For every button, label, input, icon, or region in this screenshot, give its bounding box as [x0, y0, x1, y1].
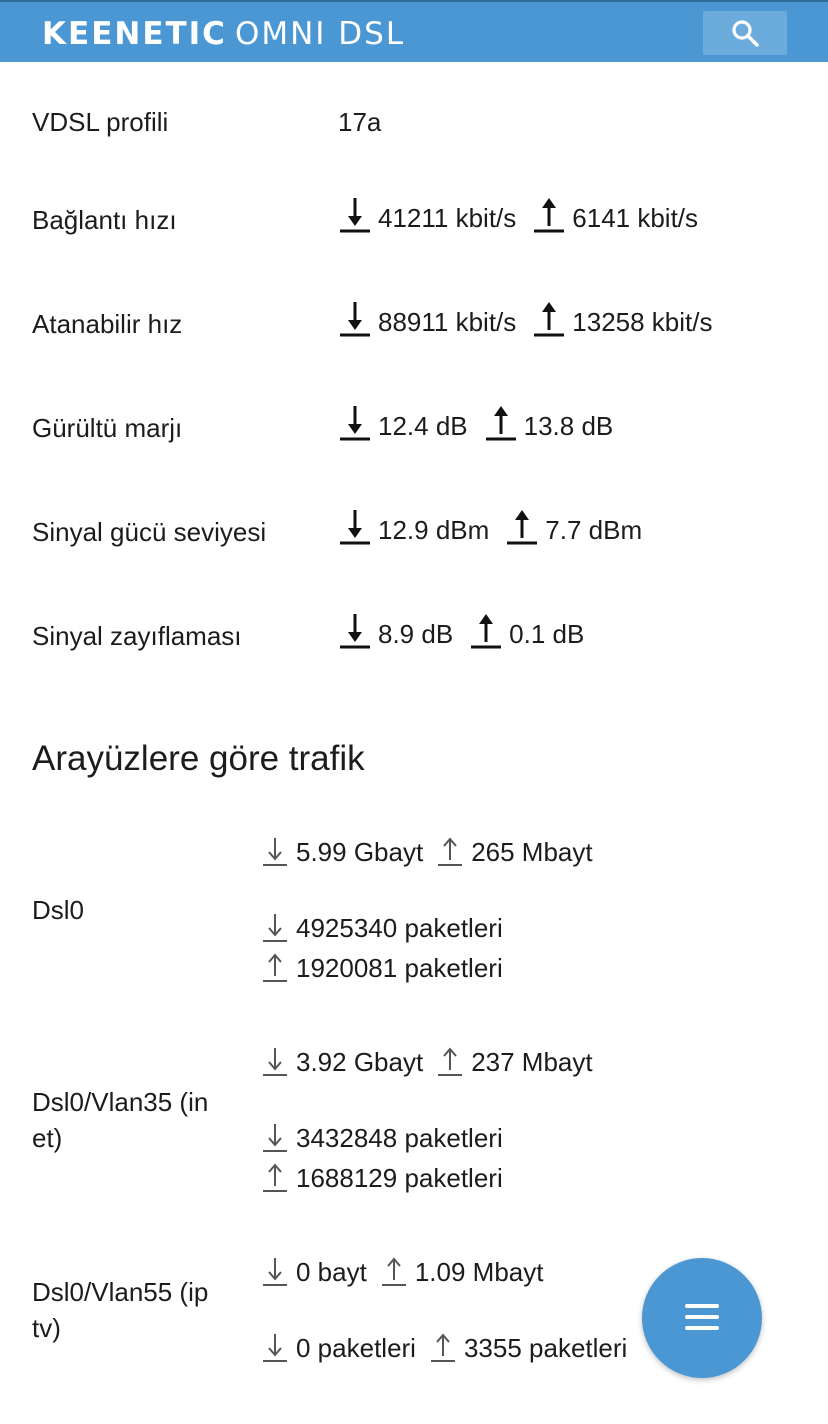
- search-button[interactable]: [703, 11, 787, 55]
- download-arrow-icon: [338, 196, 372, 234]
- bytes-line: [260, 1046, 593, 1078]
- interface-name-line1: Dsl0: [32, 895, 85, 925]
- signal-power-label: Sinyal gücü seviyesi: [32, 517, 267, 547]
- interface-name: [32, 1084, 242, 1156]
- interface-name: [32, 1274, 242, 1346]
- download-arrow-icon: [260, 1046, 290, 1078]
- rx-bytes: 5.99 Gbayt: [296, 837, 424, 867]
- download-arrow-icon: [338, 508, 372, 546]
- download-arrow-icon: [260, 1332, 290, 1364]
- connection-speed-values: [338, 196, 698, 234]
- upload-arrow-icon: [260, 1162, 290, 1194]
- upload-arrow-icon: [505, 508, 539, 546]
- download-arrow-icon: [338, 612, 372, 650]
- connection-speed-down: 41211 kbit/s: [378, 203, 517, 233]
- upload-arrow-icon: [435, 1046, 465, 1078]
- rx-packets-line: [260, 912, 503, 944]
- tx-bytes: 265 Mbayt: [471, 837, 593, 867]
- rx-packets: 3432848 paketleri: [296, 1123, 503, 1153]
- vdsl-profile-label: VDSL profili: [32, 107, 169, 137]
- rx-packets-line: [260, 1122, 503, 1154]
- packets-line: [260, 1332, 627, 1364]
- signal-attenuation-label: Sinyal zayıflaması: [32, 621, 242, 651]
- noise-margin-label: Gürültü marjı: [32, 413, 183, 443]
- tx-bytes: 1.09 Mbayt: [414, 1257, 544, 1287]
- rx-bytes: 3.92 Gbayt: [296, 1047, 424, 1077]
- tx-packets: 1920081 paketleri: [296, 953, 503, 983]
- attainable-speed-values: [338, 300, 713, 338]
- attainable-speed-up: 13258 kbit/s: [572, 307, 713, 337]
- connection-speed-up: 6141 kbit/s: [572, 203, 699, 233]
- brand-name: KEENETIC: [42, 16, 227, 52]
- signal-power-values: [338, 508, 642, 546]
- rx-bytes: 0 bayt: [296, 1257, 367, 1287]
- attainable-speed-down: 88911 kbit/s: [378, 307, 517, 337]
- upload-arrow-icon: [260, 952, 290, 984]
- upload-arrow-icon: [379, 1256, 409, 1288]
- menu-icon: [685, 1302, 719, 1332]
- upload-arrow-icon: [532, 300, 566, 338]
- signal-power-up: 7.7 dBm: [545, 515, 643, 545]
- download-arrow-icon: [338, 300, 372, 338]
- upload-arrow-icon: [484, 404, 518, 442]
- attainable-speed-label: Atanabilir hız: [32, 309, 183, 339]
- tx-packets: 3355 paketleri: [463, 1333, 628, 1363]
- signal-attenuation-up: 0.1 dB: [509, 619, 585, 649]
- brand-logo[interactable]: [42, 15, 405, 53]
- download-arrow-icon: [338, 404, 372, 442]
- download-arrow-icon: [260, 836, 290, 868]
- tx-packets-line: [260, 1162, 503, 1194]
- bytes-line: [260, 836, 593, 868]
- upload-arrow-icon: [532, 196, 566, 234]
- connection-speed-label: Bağlantı hızı: [32, 205, 177, 235]
- interface-name-line1: Dsl0/Vlan35 (in: [32, 1087, 209, 1117]
- tx-packets-line: [260, 952, 503, 984]
- rx-packets: 4925340 paketleri: [296, 913, 503, 943]
- upload-arrow-icon: [469, 612, 503, 650]
- download-arrow-icon: [260, 912, 290, 944]
- interface-name-line1: Dsl0/Vlan55 (ip: [32, 1277, 209, 1307]
- rx-packets: 0 paketleri: [296, 1333, 416, 1363]
- noise-margin-down: 12.4 dB: [378, 411, 468, 441]
- bytes-line: [260, 1256, 543, 1288]
- signal-attenuation-values: [338, 612, 584, 650]
- menu-fab-button[interactable]: [642, 1258, 762, 1378]
- download-arrow-icon: [260, 1122, 290, 1154]
- interface-name: [32, 892, 242, 928]
- vdsl-profile-value: 17a: [338, 107, 382, 137]
- upload-arrow-icon: [435, 836, 465, 868]
- interface-name-line2: et): [32, 1123, 63, 1153]
- traffic-section-title: Arayüzlere göre trafik: [32, 739, 365, 778]
- noise-margin-values: [338, 404, 613, 442]
- interface-name-line2: tv): [32, 1313, 61, 1343]
- noise-margin-up: 13.8 dB: [523, 411, 614, 441]
- brand-model: OMNI DSL: [234, 16, 406, 52]
- signal-power-down: 12.9 dBm: [378, 515, 490, 545]
- tx-packets: 1688129 paketleri: [296, 1163, 503, 1193]
- download-arrow-icon: [260, 1256, 290, 1288]
- tx-bytes: 237 Mbayt: [471, 1047, 593, 1077]
- upload-arrow-icon: [428, 1332, 458, 1364]
- top-bar: [0, 0, 828, 62]
- search-icon: [731, 19, 759, 47]
- signal-attenuation-down: 8.9 dB: [378, 619, 454, 649]
